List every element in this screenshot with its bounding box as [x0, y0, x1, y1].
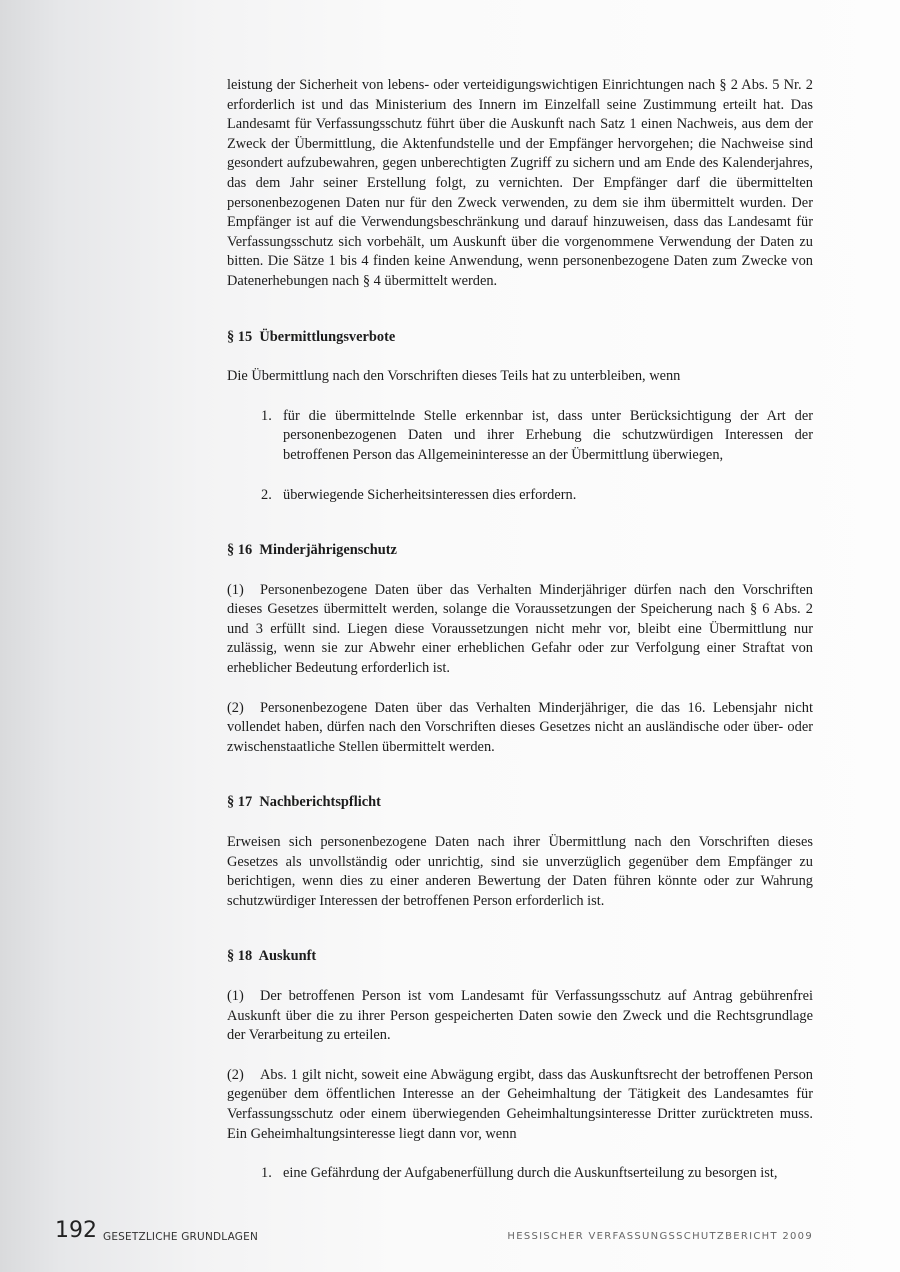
section-15-item-2 [261, 486, 813, 506]
paragraph-text: Der betroffenen Person ist vom Landesamt für Verfassungsschutz auf Antrag gebührenfrei Auskunft über die zu ihrer Person gespeicherten Daten sowie den Zweck und die Rechtsgrundlage der Verarbeitung zu erteilen. [227, 988, 813, 1044]
section-15-item-1 [261, 407, 813, 466]
page-content [227, 76, 813, 1184]
section-16-heading: § 16 Minderjährigenschutz [227, 542, 397, 559]
section-15-lead: Die Übermittlung nach den Vorschriften dieses Teils hat zu unterbleiben, wenn [227, 368, 681, 385]
item-number: 2. [261, 486, 272, 503]
section-15-heading: § 15 Übermittlungsverbote [227, 328, 396, 345]
item-number: 1. [261, 1165, 272, 1182]
paragraph-text: Personenbezogene Daten über das Verhalten Minderjähriger, die das 16. Lebensjahr nicht vollendet haben, dürfen nach den Vorschriften dieses Gesetzes nicht an ausländische oder über- oder zwischenstaatliche Stellen übermittelt werden. [227, 699, 813, 755]
section-16-paragraph-1 [227, 581, 813, 679]
item-number: 1. [261, 407, 272, 424]
section-17-heading: § 17 Nachberichtspflicht [227, 794, 381, 811]
paragraph-number: (2) [227, 1066, 244, 1083]
paragraph-number: (1) [227, 988, 244, 1004]
section-18-paragraph-1 [227, 987, 813, 1046]
paragraph-text: Personenbezogene Daten über das Verhalten Minderjähriger dürfen nach den Vorschriften dieses Gesetzes übermittelt werden, solange die Voraussetzungen der Speicherung nach § 6 Abs. 2 und 3 erfüllt sind. Liegen diese Voraussetzungen nicht mehr vor, bleibt eine Übermittlung nur zulässig, wenn sie zur Abwehr einer erheblichen Gefahr oder zur Verfolgung einer Straftat von erheblicher Bedeutung erforderlich ist. [227, 581, 813, 677]
footer-section-label: GESETZLICHE GRUNDLAGEN [103, 1231, 258, 1243]
intro-paragraph: leistung der Sicherheit von lebens- oder verteidigungswichtigen Einrichtungen nach § 2 Abs. 5 Nr. 2 erforderlich ist und das Ministerium des Innern im Einzelfall seine Zustimmung erteilt hat. Das Landesamt für Verfassungsschutz führt über die Auskunft nach Satz 1 einen Nachweis, aus dem der Zweck der Übermittlung, die Aktenfundstelle und der Empfänger hervorgehen; die Nachweise sind gesondert aufzubewahren, gegen unberechtigten Zugriff zu sichern und am Ende des Kalenderjahres, das dem Jahr seiner Erstellung folgt, zu vernichten. Der Empfänger darf die übermittelten personenbezogenen Daten nur für den Zweck verwenden, zu dem sie ihm übermittelt wurden. Der Empfänger ist auf die Verwendungsbeschränkung und darauf hinzuweisen, dass das Landesamt für Verfassungsschutz sich vorbehält, um Auskunft über die vorgenommene Verwendung der Daten zu bitten. Die Sätze 1 bis 4 finden keine Anwendung, wenn personenbezogene Daten zum Zwecke von Datenerhebungen nach § 4 übermittelt werden. [227, 77, 813, 289]
paragraph-text: Abs. 1 gilt nicht, soweit eine Abwägung ergibt, dass das Auskunftsrecht der betroffenen Person gegenüber dem öffentlichen Interesse an der Geheimhaltung der Tätigkeit des Landesamtes für Verfassungsschutz oder einem überwiegenden Geheimhaltungsinteresse Dritter zurücktreten muss. Ein Geheimhaltungsinteresse liegt dann vor, wenn [227, 1066, 813, 1142]
section-17-paragraph: Erweisen sich personenbezogene Daten nach ihrer Übermittlung nach den Vorschriften dieses Gesetzes als unvollständig oder unrichtig, sind sie unverzüglich gegenüber dem Empfänger zu berichtigen, wenn dies zu einer anderen Bewertung der Daten führen könnte oder zur Wahrung schutzwürdiger Interessen der betroffenen Person erforderlich ist. [227, 834, 813, 909]
item-text: eine Gefährdung der Aufgabenerfüllung durch die Auskunftserteilung zu besorgen ist, [283, 1165, 778, 1182]
paragraph-number: (1) [227, 581, 244, 598]
section-18-item-1 [261, 1164, 813, 1184]
page-footer [0, 1218, 900, 1248]
section-18-paragraph-2 [227, 1066, 813, 1144]
item-text: für die übermittelnde Stelle erkennbar ist, dass unter Berücksichtigung der Art der personenbezogenen Daten und ihrer Erhebung die schutzwürdigen Interessen der betroffenen Person das Allgemeininteresse an der Übermittlung überwiegen, [283, 407, 813, 463]
section-18-heading: § 18 Auskunft [227, 948, 317, 965]
section-16-paragraph-2 [227, 699, 813, 758]
page-number: 192 [55, 1218, 97, 1243]
paragraph-number: (2) [227, 699, 244, 716]
footer-report-title: HESSISCHER VERFASSUNGSSCHUTZBERICHT 2009 [507, 1231, 813, 1242]
item-text: überwiegende Sicherheitsinteressen dies erfordern. [283, 486, 577, 503]
